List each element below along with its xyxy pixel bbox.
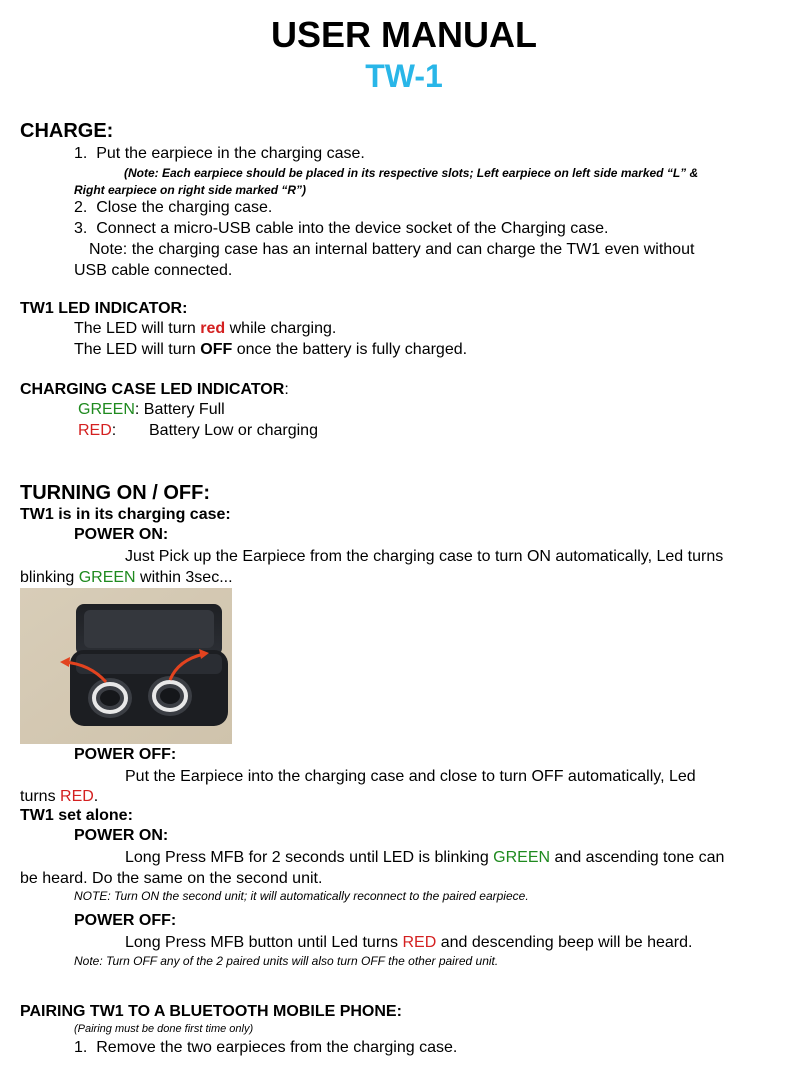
green-word: GREEN <box>493 849 551 866</box>
step-number: 3. <box>74 220 88 237</box>
text: and descending beep will be heard. <box>436 934 693 951</box>
alone-power-on-heading: POWER ON: <box>74 827 169 844</box>
alone-off-line-1 <box>125 933 692 953</box>
case-led-heading <box>20 380 289 400</box>
text: turns <box>20 788 61 805</box>
red-word: RED <box>60 788 94 805</box>
text: once the battery is fully charged. <box>232 341 468 358</box>
red-word: red <box>200 320 226 337</box>
text: Long Press MFB button until Led turns <box>125 934 403 951</box>
alone-on-line-1 <box>125 848 724 868</box>
charge-step-1 <box>74 144 365 164</box>
step-number: 1. <box>74 1039 88 1056</box>
step-text: Remove the two earpieces from the charging case. <box>96 1039 458 1056</box>
step-number: 1. <box>74 145 88 162</box>
heading-text: CHARGING CASE LED INDICATOR <box>20 381 285 398</box>
text: within 3sec... <box>135 569 233 586</box>
page-title: USER MANUAL <box>271 14 537 55</box>
step-text: Put the earpiece in the charging case. <box>96 145 365 162</box>
text: The LED will turn <box>74 341 201 358</box>
red-label: RED <box>78 422 112 439</box>
colon: : <box>284 381 289 398</box>
case-led-red-text: Battery Low or charging <box>149 422 318 439</box>
case-led-green <box>78 400 225 420</box>
pairing-step-1 <box>74 1038 457 1058</box>
tw1-led-line-1 <box>74 319 336 339</box>
text: Long Press MFB for 2 seconds until LED is blinking <box>125 849 494 866</box>
alone-on-note: NOTE: Turn ON the second unit; it will automatically reconnect to the paired earpiece. <box>74 889 529 903</box>
charge-step-2 <box>74 198 272 218</box>
power-off-heading: POWER OFF: <box>74 746 177 763</box>
tw1-led-heading: TW1 LED INDICATOR: <box>20 300 188 317</box>
pairing-heading: PAIRING TW1 TO A BLUETOOTH MOBILE PHONE: <box>20 1003 402 1020</box>
green-label: GREEN <box>78 401 135 418</box>
text: The LED will turn <box>74 320 201 337</box>
colon: : <box>111 422 117 439</box>
in-case-heading: TW1 is in its charging case: <box>20 506 231 523</box>
turning-heading: TURNING ON / OFF: <box>20 482 210 504</box>
charge-note2-line-1: Note: the charging case has an internal battery and can charge the TW1 even without <box>89 241 695 258</box>
charge-note2-line-2: USB cable connected. <box>74 262 233 279</box>
alone-on-line-2: be heard. Do the same on the second unit. <box>20 870 323 887</box>
step-text: Close the charging case. <box>96 199 273 216</box>
power-off-line-2 <box>20 787 98 807</box>
charge-heading: CHARGE: <box>20 120 114 142</box>
earbuds-case-photo-icon <box>20 588 232 744</box>
power-on-heading: POWER ON: <box>74 526 169 543</box>
earbuds-case-photo <box>20 588 232 744</box>
text: : Battery Full <box>134 401 225 418</box>
charge-note-line-2: Right earpiece on right side marked “R”) <box>74 183 307 197</box>
model-title: TW-1 <box>365 58 443 94</box>
text: . <box>93 788 99 805</box>
step-number: 2. <box>74 199 88 216</box>
alone-power-off-heading: POWER OFF: <box>74 912 177 929</box>
power-on-line-1: Just Pick up the Earpiece from the charging case to turn ON automatically, Led turns <box>125 548 724 565</box>
power-on-line-2 <box>20 568 233 588</box>
alone-off-note: Note: Turn OFF any of the 2 paired units will also turn OFF the other paired unit. <box>74 954 499 968</box>
case-led-red <box>78 421 116 441</box>
off-word: OFF <box>200 341 233 358</box>
charge-step-3 <box>74 219 609 239</box>
text: and ascending tone can <box>550 849 725 866</box>
text: while charging. <box>225 320 337 337</box>
red-word: RED <box>402 934 437 951</box>
power-off-line-1: Put the Earpiece into the charging case and close to turn OFF automatically, Led <box>125 768 696 785</box>
text: blinking <box>20 569 79 586</box>
step-text: Connect a micro-USB cable into the device socket of the Charging case. <box>96 220 609 237</box>
pairing-note: (Pairing must be done first time only) <box>74 1023 254 1035</box>
charge-note-line-1: (Note: Each earpiece should be placed in its respective slots; Left earpiece on left side marked “L” & <box>124 166 699 180</box>
green-word: GREEN <box>78 569 136 586</box>
tw1-led-line-2 <box>74 340 467 360</box>
set-alone-heading: TW1 set alone: <box>20 807 133 824</box>
